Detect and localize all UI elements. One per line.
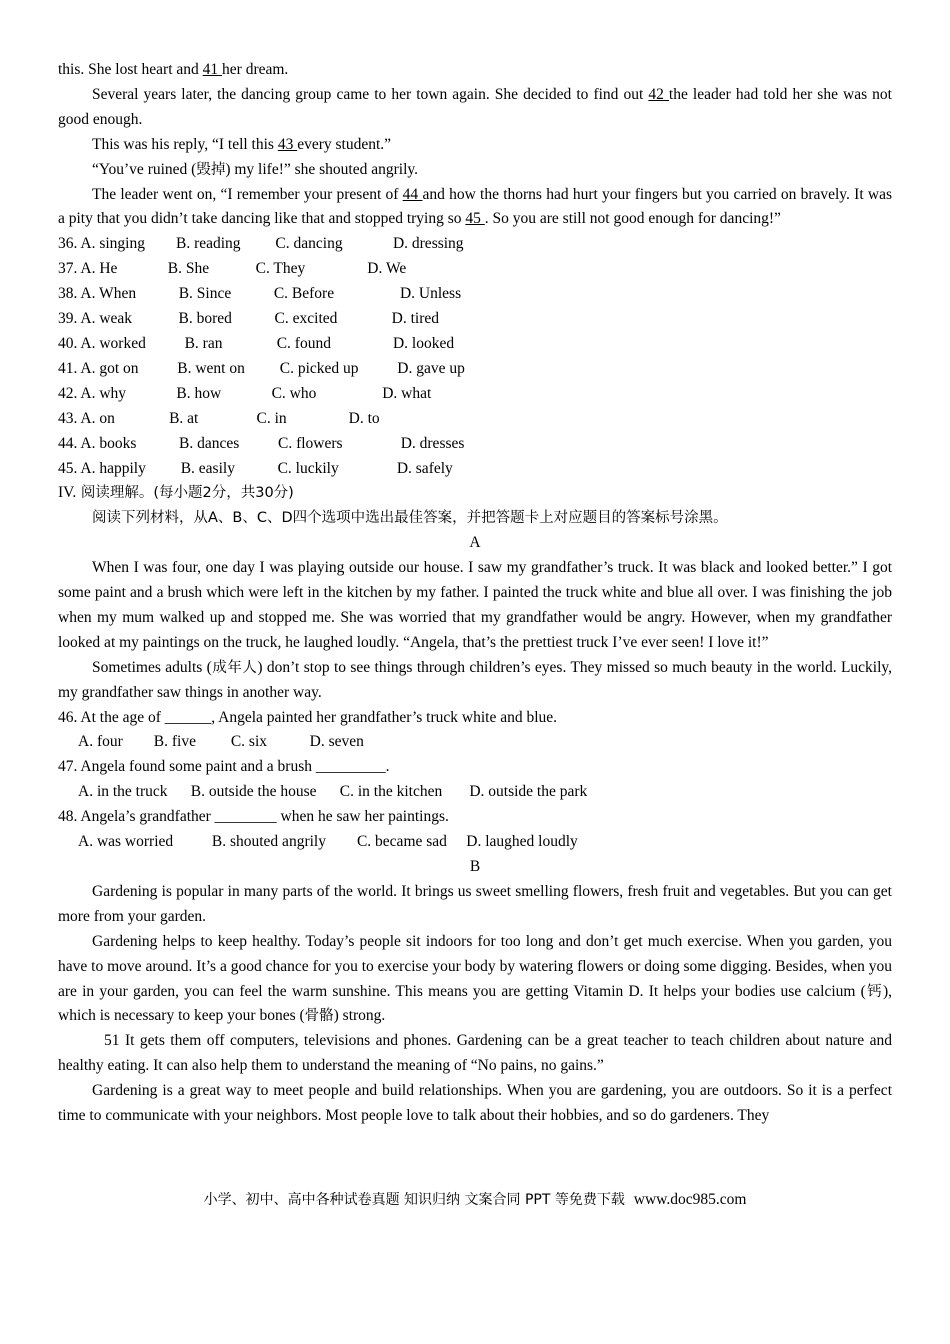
cloze-option-row: 41. A. got on B. went on C. picked up D. gave up xyxy=(58,359,465,377)
passage-paragraph-43 xyxy=(58,133,892,158)
text: every student.” xyxy=(297,135,392,153)
blank-42: 42 xyxy=(648,85,669,103)
text: The leader went on, “I remember your present of xyxy=(92,185,403,203)
page-footer xyxy=(0,1189,950,1211)
section-number: IV. xyxy=(58,484,77,502)
cloze-options-list xyxy=(58,232,892,481)
text: ) my life!” she shouted angrily. xyxy=(225,160,419,178)
cloze-option-row: 39. A. weak B. bored C. excited D. tired xyxy=(58,310,439,328)
question-47-options: A. in the truck B. outside the house C. in the kitchen D. outside the park xyxy=(78,783,588,801)
cloze-option-row: 45. A. happily B. easily C. luckily D. safely xyxy=(58,459,453,477)
text: ) don’t stop to see things through children’s eyes. They missed so much beauty in the world. Luckily, my grandfather saw things in another way. xyxy=(58,658,893,701)
text: ), which is necessary to keep your bones ( xyxy=(58,982,892,1025)
footer-url[interactable]: www.doc985.com xyxy=(633,1191,747,1208)
chinese-gloss: 成年人 xyxy=(211,659,258,676)
cloze-option-row: 37. A. He B. She C. They D. We xyxy=(58,260,407,278)
text: her dream. xyxy=(222,61,289,78)
question-48-stem: 48. Angela’s grandfather ________ when he saw her paintings. xyxy=(58,808,449,826)
footer-text: 小学、初中、高中各种试卷真题 知识归纳 文案合同 PPT 等免费下载 xyxy=(203,1192,625,1208)
section-instruction: 阅读下列材料，从A、B、C、D四个选项中选出最佳答案，并把答题卡上对应题目的答案标号涂黑。 xyxy=(92,510,728,527)
question-47-stem: 47. Angela found some paint and a brush _________. xyxy=(58,758,390,776)
passage-paragraph-44-45 xyxy=(58,183,892,233)
cloze-option-row: 40. A. worked B. ran C. found D. looked xyxy=(58,334,455,352)
question-48-options: A. was worried B. shouted angrily C. became sad D. laughed loudly xyxy=(78,833,578,851)
passage-b-paragraph-1: Gardening is popular in many parts of the world. It brings us sweet smelling flowers, fresh fruit and vegetables. But you can get more from your garden. xyxy=(58,882,892,925)
blank-44: 44 xyxy=(402,185,423,203)
chinese-gloss: 钙 xyxy=(865,983,883,1000)
passage-label-a: A xyxy=(469,534,481,552)
text: the leader had told her she was not good enough. xyxy=(58,85,892,128)
passage-a-paragraph-2 xyxy=(58,656,892,706)
page-content xyxy=(58,58,892,1129)
text: This was his reply, “I tell this xyxy=(92,135,278,153)
cloze-option-row: 43. A. on B. at C. in D. to xyxy=(58,409,380,427)
text: Several years later, the dancing group came to her town again. She decided to find out xyxy=(92,85,649,103)
text: this. She lost heart and xyxy=(58,61,203,78)
cloze-option-row: 38. A. When B. Since C. Before D. Unless xyxy=(58,285,462,303)
blank-43: 43 xyxy=(277,135,298,153)
passage-b-paragraph-3 xyxy=(58,1029,892,1079)
text: . So you are still not good enough for dancing!” xyxy=(484,210,781,228)
text: and how the thorns had hurt your fingers but you carried on bravely. It was a pity that you didn’t take dancing like that and stopped trying so xyxy=(58,185,893,228)
cloze-option-row: 42. A. why B. how C. who D. what xyxy=(58,384,432,402)
question-46-stem: 46. At the age of ______, Angela painted her grandfather’s truck white and blue. xyxy=(58,708,558,726)
blank-41: 41 xyxy=(202,61,223,78)
cloze-option-row: 44. A. books B. dances C. flowers D. dresses xyxy=(58,434,465,452)
text: “You’ve ruined ( xyxy=(92,160,197,178)
text: Sometimes adults ( xyxy=(92,658,212,676)
chinese-gloss: 骨骼 xyxy=(304,1008,334,1025)
chinese-gloss: 毁掉 xyxy=(196,161,226,178)
cloze-option-row: 36. A. singing B. reading C. dancing D. dressing xyxy=(58,235,464,253)
section-title: 阅读理解。(每小题2分，共30分) xyxy=(76,485,294,502)
passage-b-paragraph-2 xyxy=(58,930,892,1030)
section-heading xyxy=(58,481,892,506)
passage-a-paragraph-1: When I was four, one day I was playing outside our house. I saw my grandfather’s truck. It was black and looked better.” I got some paint and a brush which were left in the kitchen by my father. I painted the truck white and blue all over. I was finishing the job when my mum walked up and stopped me. She was worried that my grandfather would be angry. However, when my grandfather looked at my paintings on the truck, he laughed loudly. “Angela, that’s the prettiest truck I’ve ever seen! I love it!” xyxy=(58,559,892,651)
blank-45: 45 xyxy=(465,210,485,228)
text: Gardening helps to keep healthy. Today’s people sit indoors for too long and don’t get much exercise. When you garden, you have to move around. It’s a good chance for you to exercise your body by watering flowers or doing some digging. Besides, when you are in your garden, you can feel the warm sunshine. This means you are getting Vitamin D. It helps your bodies use calcium ( xyxy=(58,932,892,1000)
text: ) strong. xyxy=(333,1007,386,1025)
passage-paragraph-42 xyxy=(58,83,892,133)
passage-paragraph-ruined xyxy=(58,158,892,183)
passage-line-41 xyxy=(58,58,892,83)
passage-label-b: B xyxy=(469,858,481,875)
passage-b-paragraph-4: Gardening is a great way to meet people and build relationships. When you are gardening, you are outdoors. So it is a perfect time to communicate with your neighbors. Most people love to talk about their hobbies, and so do gardeners. They xyxy=(58,1082,892,1125)
blank-51: 51 xyxy=(104,1032,120,1050)
text: It gets them off computers, televisions and phones. Gardening can be a great teacher to teach children about nature and healthy eating. It can also help them to understand the meaning of “No pains, no gains.” xyxy=(58,1032,892,1075)
question-46-options: A. four B. five C. six D. seven xyxy=(78,733,364,751)
